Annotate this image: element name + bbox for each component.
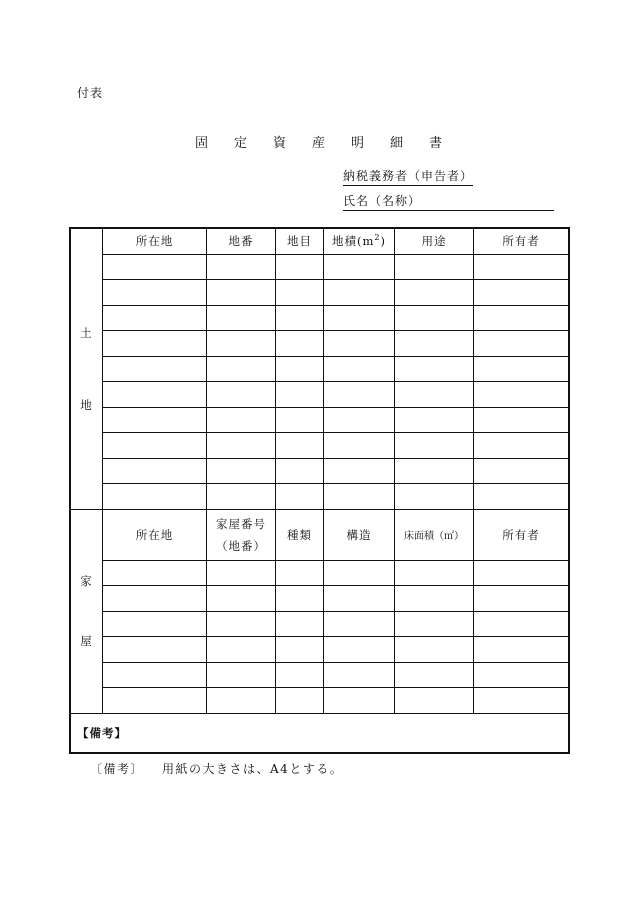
land-cell[interactable]: [395, 382, 474, 408]
land-side-label: [71, 229, 103, 510]
building-cell[interactable]: [103, 611, 207, 637]
building-cell[interactable]: [276, 637, 324, 663]
building-header-row: [71, 509, 569, 560]
land-cell[interactable]: [276, 407, 324, 433]
building-cell[interactable]: [207, 637, 276, 663]
land-cell[interactable]: [474, 280, 569, 306]
building-cell[interactable]: [474, 688, 569, 714]
land-cell[interactable]: [103, 331, 207, 357]
land-cell[interactable]: [395, 484, 474, 510]
land-col-category: 地目: [276, 229, 324, 255]
remarks-cell[interactable]: 【備考】: [71, 713, 569, 752]
land-cell[interactable]: [324, 382, 395, 408]
land-cell[interactable]: [103, 458, 207, 484]
land-cell[interactable]: [276, 305, 324, 331]
land-cell[interactable]: [276, 484, 324, 510]
building-side-label: [71, 509, 103, 713]
land-cell[interactable]: [103, 356, 207, 382]
land-row: [71, 280, 569, 306]
land-cell[interactable]: [324, 407, 395, 433]
land-cell[interactable]: [207, 433, 276, 459]
land-cell[interactable]: [207, 254, 276, 280]
land-cell[interactable]: [276, 280, 324, 306]
land-cell[interactable]: [324, 331, 395, 357]
building-cell[interactable]: [276, 586, 324, 612]
building-cell[interactable]: [324, 560, 395, 586]
land-cell[interactable]: [276, 254, 324, 280]
land-cell[interactable]: [395, 433, 474, 459]
land-cell[interactable]: [276, 331, 324, 357]
land-cell[interactable]: [276, 356, 324, 382]
land-header-row: [71, 229, 569, 255]
land-col-owner: 所有者: [474, 229, 569, 255]
asset-table: [70, 228, 569, 753]
building-cell[interactable]: [395, 637, 474, 663]
footnote-label: 〔備考〕: [90, 762, 145, 776]
land-cell[interactable]: [207, 356, 276, 382]
land-cell[interactable]: [474, 305, 569, 331]
land-cell[interactable]: [207, 484, 276, 510]
land-col-area: 地積$(m^2)$: [324, 229, 395, 255]
land-cell[interactable]: [395, 254, 474, 280]
land-cell[interactable]: [395, 331, 474, 357]
building-cell[interactable]: [324, 662, 395, 688]
land-cell[interactable]: [395, 280, 474, 306]
land-side-bottom: 地: [80, 397, 93, 412]
land-cell[interactable]: [103, 484, 207, 510]
building-cell[interactable]: [474, 637, 569, 663]
appendix-label: 付表: [77, 86, 104, 100]
land-cell[interactable]: [474, 407, 569, 433]
land-cell[interactable]: [324, 280, 395, 306]
building-cell[interactable]: [395, 688, 474, 714]
land-cell[interactable]: [103, 433, 207, 459]
building-cell[interactable]: [103, 586, 207, 612]
building-cell[interactable]: [474, 560, 569, 586]
land-row: [71, 305, 569, 331]
building-row: [71, 637, 569, 663]
land-cell[interactable]: [474, 331, 569, 357]
land-cell[interactable]: [207, 331, 276, 357]
land-side-top: 土: [80, 325, 93, 340]
building-col-location: 所在地: [103, 509, 207, 560]
building-row: [71, 611, 569, 637]
taxpayer-label: 納税義務者（申告者）: [343, 167, 473, 186]
land-row: [71, 382, 569, 408]
land-cell[interactable]: [103, 305, 207, 331]
land-col-location: 所在地: [103, 229, 207, 255]
building-cell[interactable]: [207, 662, 276, 688]
remarks-row[interactable]: [71, 713, 569, 752]
land-cell[interactable]: [207, 407, 276, 433]
land-cell[interactable]: [474, 382, 569, 408]
footnote-text: 用紙の大きさは、A4とする。: [162, 762, 344, 776]
building-row: [71, 662, 569, 688]
land-cell[interactable]: [395, 458, 474, 484]
land-cell[interactable]: [395, 305, 474, 331]
land-cell[interactable]: [103, 382, 207, 408]
land-cell[interactable]: [324, 484, 395, 510]
land-cell[interactable]: [103, 254, 207, 280]
land-cell[interactable]: [324, 356, 395, 382]
house-number-line2: （地番）: [216, 538, 266, 553]
building-cell[interactable]: [207, 586, 276, 612]
house-number-line1: 家屋番号: [216, 516, 266, 531]
land-cell[interactable]: [276, 382, 324, 408]
land-cell[interactable]: [324, 458, 395, 484]
land-cell[interactable]: [474, 484, 569, 510]
building-cell[interactable]: [103, 662, 207, 688]
land-row: [71, 407, 569, 433]
building-cell[interactable]: [324, 586, 395, 612]
building-cell[interactable]: [324, 637, 395, 663]
building-cell[interactable]: [103, 637, 207, 663]
land-cell[interactable]: [474, 458, 569, 484]
building-cell[interactable]: [103, 688, 207, 714]
land-row: [71, 433, 569, 459]
building-side-top: 家: [80, 574, 93, 588]
land-cell[interactable]: [103, 407, 207, 433]
land-cell[interactable]: [474, 254, 569, 280]
land-cell[interactable]: [395, 356, 474, 382]
land-cell[interactable]: [395, 407, 474, 433]
building-cell[interactable]: [474, 586, 569, 612]
land-row: [71, 458, 569, 484]
building-cell[interactable]: [207, 688, 276, 714]
land-cell[interactable]: [474, 356, 569, 382]
building-row: [71, 688, 569, 714]
building-cell[interactable]: [395, 586, 474, 612]
building-row: [71, 560, 569, 586]
building-col-house-number: [207, 509, 276, 560]
building-row: [71, 586, 569, 612]
building-cell[interactable]: [103, 560, 207, 586]
land-row: [71, 254, 569, 280]
building-cell[interactable]: [395, 560, 474, 586]
land-row: [71, 484, 569, 510]
building-cell[interactable]: [474, 611, 569, 637]
name-field[interactable]: [343, 192, 554, 211]
building-cell[interactable]: [324, 688, 395, 714]
building-col-floor-area: 床面積（㎡）: [395, 509, 474, 560]
land-row: [71, 331, 569, 357]
land-cell[interactable]: [276, 458, 324, 484]
building-col-type: 種類: [276, 509, 324, 560]
land-row: [71, 356, 569, 382]
land-cell[interactable]: [324, 433, 395, 459]
building-cell[interactable]: [207, 611, 276, 637]
land-cell[interactable]: [207, 280, 276, 306]
building-col-structure: 構造: [324, 509, 395, 560]
land-cell[interactable]: [324, 305, 395, 331]
building-cell[interactable]: [276, 688, 324, 714]
footnote: [90, 760, 343, 777]
land-col-use: 用途: [395, 229, 474, 255]
building-cell[interactable]: [324, 611, 395, 637]
land-cell[interactable]: [207, 305, 276, 331]
land-cell[interactable]: [103, 280, 207, 306]
building-cell[interactable]: [474, 662, 569, 688]
building-side-bottom: 屋: [80, 634, 93, 648]
land-cell[interactable]: [324, 254, 395, 280]
document-title: 固定資産明細書: [195, 136, 469, 151]
building-cell[interactable]: [395, 662, 474, 688]
building-col-owner: 所有者: [474, 509, 569, 560]
land-cell[interactable]: [276, 433, 324, 459]
building-cell[interactable]: [276, 611, 324, 637]
land-cell[interactable]: [207, 382, 276, 408]
building-cell[interactable]: [395, 611, 474, 637]
land-cell[interactable]: [474, 433, 569, 459]
building-cell[interactable]: [276, 560, 324, 586]
building-cell[interactable]: [207, 560, 276, 586]
land-cell[interactable]: [207, 458, 276, 484]
name-label: 氏名（名称）: [343, 194, 422, 208]
land-col-lot-number: 地番: [207, 229, 276, 255]
building-cell[interactable]: [276, 662, 324, 688]
